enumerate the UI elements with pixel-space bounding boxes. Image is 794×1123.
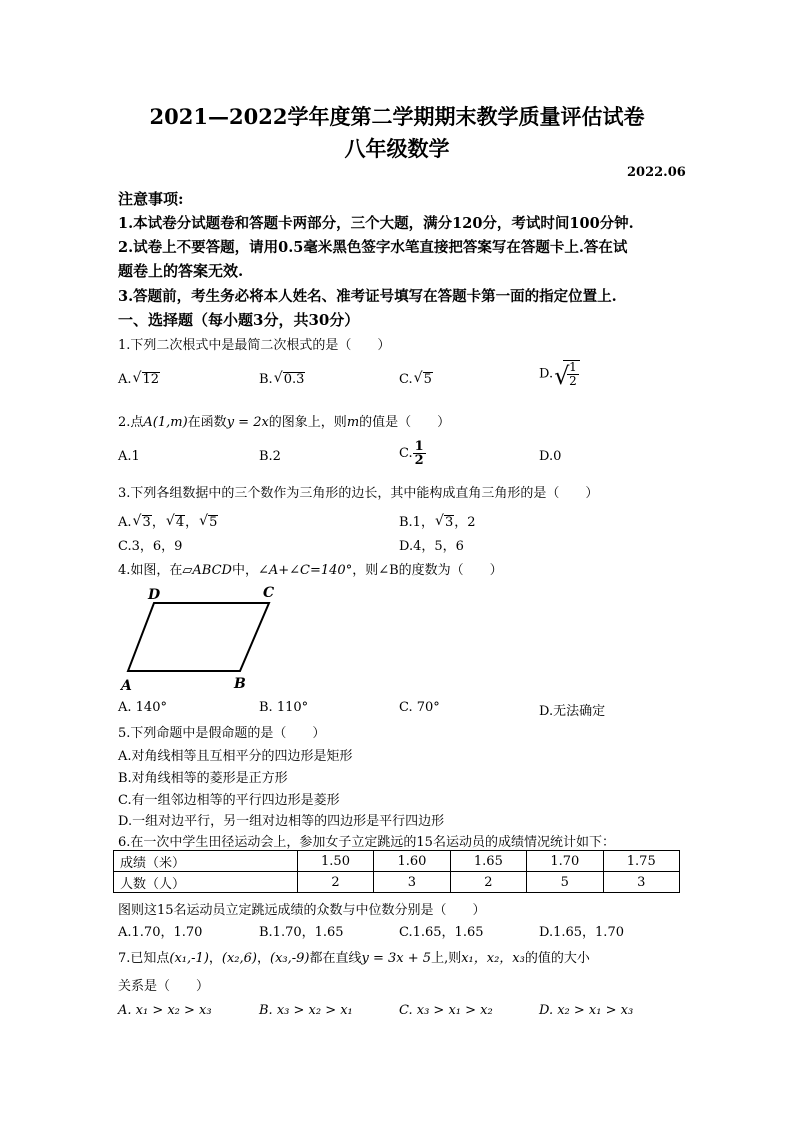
exam-subtitle: 八年级数学 — [344, 136, 450, 161]
q6-option-a: A.1.70，1.70 — [118, 925, 203, 940]
q1-option-c: C. √ 5 — [399, 370, 432, 387]
exam-title: 2021—2022学年度第二学期期末教学质量评估试卷 — [149, 104, 645, 129]
q5-option-d: D.一组对边平行，另一组对边相等的四边形是平行四边形 — [118, 814, 445, 829]
table-cell: 1.75 — [603, 851, 679, 872]
table-row — [114, 872, 680, 893]
q7-option-b: B. x₃ > x₂ > x₁ — [259, 1003, 353, 1018]
q3-stem: 3.下列各组数据中的三个数作为三角形的边长，其中能构成直角三角形的是（ ） — [118, 486, 599, 501]
q7-option-d: D. x₂ > x₁ > x₃ — [539, 1003, 634, 1018]
q4-option-b: B. 110° — [259, 700, 309, 715]
vertex-label-d: D — [148, 587, 161, 603]
vertex-label-a: A — [121, 678, 132, 694]
table-cell: 3 — [374, 872, 450, 893]
notice-item-2b: 题卷上的答案无效. — [118, 262, 244, 280]
q6-stem: 6.在一次中学生田径运动会上，参加女子立定跳远的15名运动员的成绩情况统计如下： — [118, 835, 615, 850]
q6-option-b: B.1.70，1.65 — [259, 925, 344, 940]
q1-option-a: A. √ 12 — [118, 370, 160, 387]
q5-option-c: C.有一组邻边相等的平行四边形是菱形 — [118, 793, 340, 808]
table-cell: 人数（人） — [114, 872, 298, 893]
q3-option-b: B.1， √ 3，2 — [399, 513, 476, 530]
vertex-label-c: C — [263, 585, 275, 601]
q2-option-b: B.2 — [259, 449, 281, 464]
q6-option-c: C.1.65，1.65 — [399, 925, 484, 940]
q3-option-c: C.3，6，9 — [118, 539, 183, 554]
q3-option-a: A. √ 3， √ 4， √ 5 — [118, 513, 218, 530]
q4-stem: 4.如图，在▱ABCD中，∠A+∠C=140°，则∠B的度数为（ ） — [118, 563, 503, 578]
exam-date: 2022.06 — [627, 165, 686, 180]
q7-option-c: C. x₃ > x₁ > x₂ — [399, 1003, 493, 1018]
table-cell: 成绩（米） — [114, 851, 298, 872]
q4-option-c: C. 70° — [399, 700, 440, 715]
notice-heading: 注意事项: — [118, 190, 184, 208]
notice-item-3: 3.答题前，考生务必将本人姓名、准考证号填写在答题卡第一面的指定位置上. — [118, 288, 617, 305]
q2-stem: 2.点A(1,m)在函数y = 2x的图象上，则m的值是（ ） — [118, 415, 451, 430]
table-cell: 1.70 — [527, 851, 603, 872]
table-cell: 1.65 — [450, 851, 526, 872]
score-table — [113, 850, 680, 893]
vertex-label-b: B — [234, 676, 246, 692]
q2-option-c: C. $\frac{1}{2}$ — [399, 439, 424, 468]
q5-stem: 5.下列命题中是假命题的是（ ） — [118, 726, 326, 741]
q4-option-a: A. 140° — [118, 700, 167, 715]
q7-stem-line2: 关系是（ ） — [118, 979, 210, 994]
q2-option-a: A.1 — [118, 449, 140, 464]
q6-question: 图则这15名运动员立定跳远成绩的众数与中位数分别是（ ） — [118, 903, 486, 918]
table-row — [114, 851, 680, 872]
q2-option-d: D.0 — [539, 449, 562, 464]
q6-option-d: D.1.65，1.70 — [539, 925, 624, 940]
notice-item-2a: 2.试卷上不要答题，请用0.5毫米黑色签字水笔直接把答案写在答题卡上.答在试 — [118, 239, 628, 256]
table-cell: 1.50 — [297, 851, 373, 872]
q7-stem: 7.已知点(x₁,-1)，(x₂,6)，(x₃,-9)都在直线y = 3x + 5上,则x₁，x₂，x₃的值的大小 — [118, 951, 590, 966]
parallelogram-figure — [118, 582, 288, 694]
table-cell: 2 — [297, 872, 373, 893]
section-heading: 一、选择题（每小题3分，共30分） — [118, 311, 360, 329]
q1-option-b: B. √ 0.3 — [259, 370, 305, 387]
notice-item-1: 1.本试卷分试题卷和答题卡两部分，三个大题，满分120分，考试时间100分钟. — [118, 215, 634, 232]
q3-option-d: D.4，5，6 — [399, 539, 464, 554]
table-cell: 2 — [450, 872, 526, 893]
q1-stem: 1.下列二次根式中是最简二次根式的是（ ） — [118, 338, 391, 353]
table-cell: 5 — [527, 872, 603, 893]
parallelogram-shape — [128, 603, 269, 671]
q5-option-a: A.对角线相等且互相平分的四边形是矩形 — [118, 749, 353, 764]
q7-option-a: A. x₁ > x₂ > x₃ — [118, 1003, 212, 1018]
table-cell: 3 — [603, 872, 679, 893]
q1-option-d: D. √ $\frac{1}{2}$ — [539, 360, 580, 388]
table-cell: 1.60 — [374, 851, 450, 872]
q4-option-d: D.无法确定 — [539, 704, 606, 719]
q5-option-b: B.对角线相等的菱形是正方形 — [118, 771, 288, 786]
